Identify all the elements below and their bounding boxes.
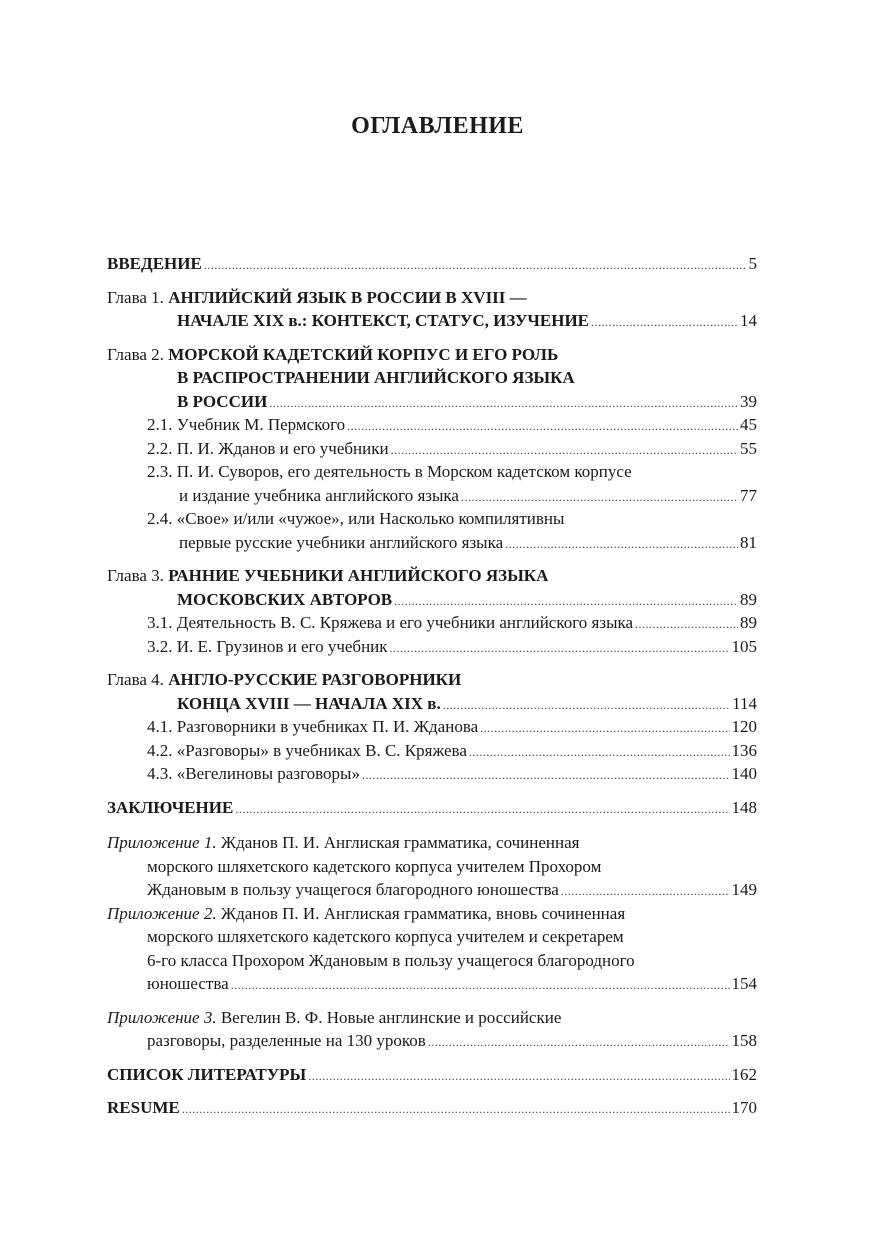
toc-page-number: 158	[731, 1031, 757, 1050]
toc-page-number: 89	[740, 613, 757, 632]
toc-entry-label: ЗАКЛЮЧЕНИЕ	[107, 797, 234, 817]
toc-entry-conclusion[interactable]	[107, 796, 757, 820]
toc-page-number: 149	[731, 880, 757, 899]
toc-entry-section-2-3[interactable]	[107, 460, 757, 484]
section-title: 3.2. И. Е. Грузинов и его учебник	[147, 636, 388, 656]
leader-dots	[235, 798, 729, 820]
toc-entry-section-2-4[interactable]	[107, 507, 757, 531]
appendix-title: 6-го класса Прохором Ждановым в пользу учащегося благородного	[147, 950, 635, 970]
chapter-title: МОСКОВСКИХ АВТОРОВ	[177, 589, 393, 609]
toc-page-number: 105	[731, 636, 757, 656]
leader-dots	[204, 254, 747, 276]
leader-dots	[390, 637, 730, 659]
toc-entry-appendix-1-cont[interactable]	[107, 855, 757, 879]
leader-dots	[480, 717, 729, 739]
appendix-title: морского шляхетского кадетского корпуса учителем и секретарем	[147, 927, 624, 946]
toc-entry-section-3-1[interactable]	[107, 611, 757, 635]
chapter-title: КОНЦА XVIII — НАЧАЛА XIX в.	[177, 693, 441, 713]
toc-page-number: 120	[731, 717, 757, 736]
leader-dots	[231, 974, 730, 996]
section-title: 2.2. П. И. Жданов и его учебники	[147, 438, 389, 458]
toc-entry-references[interactable]	[107, 1063, 757, 1087]
toc-entry-appendix-1-cont[interactable]	[107, 878, 757, 902]
appendix-prefix: Приложение 3.	[107, 1007, 217, 1027]
appendix-title: юношества	[147, 974, 229, 993]
toc-page-number: 140	[731, 764, 757, 783]
toc-page-number: 162	[731, 1064, 757, 1084]
toc-entry-appendix-2-cont[interactable]	[107, 972, 757, 996]
toc-entry-resume[interactable]	[107, 1096, 757, 1120]
appendix-title: Вегелин В. Ф. Новые англинские и российские	[216, 1007, 562, 1027]
appendix-title: Жданов П. И. Англиская грамматика, вновь сочиненная	[216, 903, 626, 923]
toc-entry-appendix-2[interactable]	[107, 902, 757, 926]
leader-dots	[391, 439, 738, 461]
toc-entry-chapter-2-cont[interactable]	[107, 366, 757, 390]
appendix-title: разговоры, разделенные на 130 уроков	[147, 1031, 426, 1050]
chapter-title: В РОССИИ	[177, 391, 268, 411]
chapter-title: МОРСКОЙ КАДЕТСКИЙ КОРПУС И ЕГО РОЛЬ	[168, 344, 559, 364]
appendix-prefix: Приложение 2.	[107, 903, 217, 923]
toc-page-number: 136	[731, 740, 757, 760]
toc-entry-section-4-2[interactable]	[107, 739, 757, 763]
toc-page-number: 77	[740, 485, 757, 505]
chapter-prefix: Глава 2.	[107, 344, 169, 364]
toc-entry-chapter-1[interactable]	[107, 286, 757, 310]
toc-page-number: 114	[732, 693, 757, 713]
toc-page-number: 14	[740, 311, 757, 330]
leader-dots	[308, 1065, 729, 1087]
section-title: 3.1. Деятельность В. С. Кряжева и его учебники английского языка	[147, 613, 634, 632]
leader-dots	[269, 392, 738, 414]
leader-dots	[505, 533, 738, 555]
toc-entry-appendix-1[interactable]	[107, 831, 757, 855]
toc-page-number: 170	[731, 1098, 757, 1117]
chapter-title: В РАСПРОСТРАНЕНИИ АНГЛИЙСКОГО ЯЗЫКА	[177, 368, 575, 387]
chapter-prefix: Глава 1.	[107, 287, 169, 307]
leader-dots	[443, 694, 730, 716]
leader-dots	[362, 764, 730, 786]
toc-page-number: 148	[731, 797, 757, 817]
leader-dots	[561, 880, 730, 902]
toc-entry-appendix-2-cont[interactable]	[107, 949, 757, 973]
section-title: и издание учебника английского языка	[179, 485, 459, 505]
toc-entry-chapter-2-cont[interactable]	[107, 390, 757, 414]
appendix-title: Жданов П. И. Англиская грамматика, сочиненная	[216, 833, 580, 852]
appendix-prefix: Приложение 1.	[107, 833, 217, 852]
toc-entry-label: RESUME	[107, 1098, 180, 1117]
toc-entry-section-3-2[interactable]	[107, 635, 757, 659]
leader-dots	[182, 1098, 730, 1120]
chapter-title: АНГЛИЙСКИЙ ЯЗЫК В РОССИИ В XVIII —	[168, 287, 527, 307]
toc-entry-introduction[interactable]	[107, 252, 757, 276]
toc-entry-label: СПИСОК ЛИТЕРАТУРЫ	[107, 1064, 307, 1084]
toc-entry-chapter-1-cont[interactable]	[107, 309, 757, 333]
toc-entry-label: ВВЕДЕНИЕ	[107, 254, 202, 273]
toc-page-number: 154	[731, 974, 757, 993]
toc-entry-section-4-3[interactable]	[107, 762, 757, 786]
toc-entry-section-2-1[interactable]	[107, 413, 757, 437]
toc-entry-chapter-3-cont[interactable]	[107, 588, 757, 612]
page-title: ОГЛАВЛЕНИЕ	[351, 113, 524, 139]
section-title: 2.3. П. И. Суворов, его деятельность в Морском кадетском корпусе	[147, 462, 632, 481]
toc-page-number: 89	[740, 589, 757, 609]
toc-entry-appendix-3[interactable]	[107, 1006, 757, 1030]
section-title: 4.3. «Вегелиновы разговоры»	[147, 764, 360, 783]
section-title: первые русские учебники английского языка	[179, 532, 504, 552]
leader-dots	[469, 741, 730, 763]
toc-entry-section-4-1[interactable]	[107, 715, 757, 739]
toc-page-number: 5	[748, 254, 757, 273]
toc-entry-chapter-2[interactable]	[107, 343, 757, 367]
appendix-title: морского шляхетского кадетского корпуса учителем Прохором	[147, 856, 602, 876]
toc-page-number: 55	[740, 438, 757, 458]
toc-entry-appendix-2-cont[interactable]	[107, 925, 757, 949]
chapter-prefix: Глава 3.	[107, 566, 169, 585]
toc-entry-chapter-4[interactable]	[107, 668, 757, 692]
toc-entry-chapter-3[interactable]	[107, 564, 757, 588]
chapter-title: РАННИЕ УЧЕБНИКИ АНГЛИЙСКОГО ЯЗЫКА	[168, 566, 549, 585]
section-title: 2.1. Учебник М. Пермского	[147, 415, 346, 434]
toc-page-number: 45	[740, 415, 757, 434]
leader-dots	[461, 486, 738, 508]
leader-dots	[394, 590, 738, 612]
section-title: 4.2. «Разговоры» в учебниках В. С. Кряжева	[147, 740, 467, 760]
chapter-title: НАЧАЛЕ XIX в.: КОНТЕКСТ, СТАТУС, ИЗУЧЕНИЕ	[177, 311, 590, 330]
chapter-title: АНГЛО-РУССКИЕ РАЗГОВОРНИКИ	[168, 670, 462, 689]
leader-dots	[591, 311, 738, 333]
toc-entry-section-2-2[interactable]	[107, 437, 757, 461]
appendix-title: Ждановым в пользу учащегося благородного юношества	[147, 880, 559, 899]
leader-dots	[428, 1031, 730, 1053]
toc-entry-chapter-4-cont[interactable]	[107, 692, 757, 716]
section-title: 4.1. Разговорники в учебниках П. И. Жданова	[147, 717, 479, 736]
toc-entry-appendix-3-cont[interactable]	[107, 1029, 757, 1053]
toc-entry-section-2-4-cont[interactable]	[107, 531, 757, 555]
toc-entry-section-2-3-cont[interactable]	[107, 484, 757, 508]
toc-page-number: 39	[740, 391, 757, 411]
chapter-prefix: Глава 4.	[107, 670, 169, 689]
section-title: 2.4. «Свое» и/или «чужое», или Насколько компилятивны	[147, 509, 565, 528]
leader-dots	[635, 613, 738, 635]
table-of-contents	[107, 252, 757, 1120]
toc-page-number: 81	[740, 532, 757, 552]
leader-dots	[347, 415, 738, 437]
